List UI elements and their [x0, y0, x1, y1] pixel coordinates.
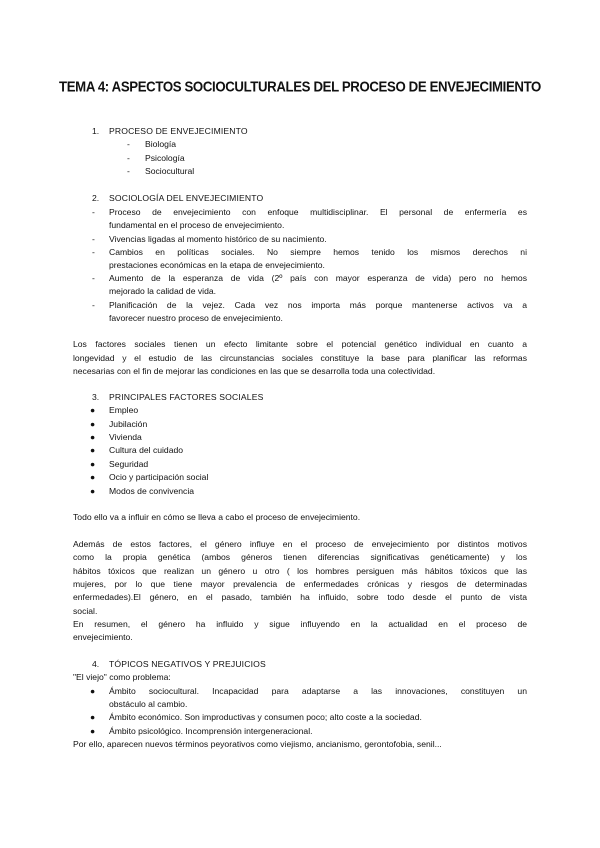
bullet-dash-icon: - — [92, 234, 95, 244]
list-item-line: Planificación de la vejez. Cada vez nos importa más porque mantenerse activos va a — [109, 300, 527, 310]
section-2-number: 2. — [92, 193, 100, 203]
paragraph-line: necesarias con el fin de mejorar las condiciones en las que se desarrolla toda una colectividad. — [73, 366, 436, 376]
list-item-line: Proceso de envejecimiento con enfoque multidisciplinar. El personal de enfermería es — [109, 207, 527, 217]
list-item: Modos de convivencia — [109, 486, 195, 496]
bullet-dash-icon: - — [92, 247, 95, 257]
paragraph-line: Todo ello va a influir en cómo se lleva a cabo el proceso de envejecimiento. — [73, 512, 361, 522]
bullet-dash-icon: - — [92, 207, 95, 217]
list-item-line: mejorado la calidad de vida. — [109, 286, 217, 296]
paragraph-line: social. — [73, 606, 98, 616]
section-2-heading: SOCIOLOGÍA DEL ENVEJECIMIENTO — [109, 193, 264, 203]
list-item: Cultura del cuidado — [109, 445, 184, 455]
list-item-line: favorecer nuestro proceso de envejecimiento. — [109, 313, 283, 323]
paragraph-line: envejecimiento. — [73, 632, 133, 642]
paragraph-line: enfermedades).El género, en el pasado, también ha influido, sobre todo desde el punto de vista — [73, 592, 527, 602]
section-4-heading: TÓPICOS NEGATIVOS Y PREJUICIOS — [109, 659, 266, 669]
list-item: Vivienda — [109, 432, 142, 442]
list-item: Seguridad — [109, 459, 149, 469]
list-item: Psicología — [145, 153, 185, 163]
bullet-dot-icon: ● — [90, 472, 96, 482]
bullet-dot-icon: ● — [90, 405, 96, 415]
bullet-dot-icon: ● — [90, 486, 96, 496]
bullet-dot-icon: ● — [90, 686, 96, 696]
list-item-line: Cambios en políticas sociales. No siempre hemos tenido los mismos derechos ni — [109, 247, 527, 257]
section-3-number: 3. — [92, 392, 100, 402]
paragraph-line: como la propia genética (ambos géneros tienen diferencias significativas genéticamente) y los — [73, 552, 527, 562]
bullet-dash-icon: - — [92, 300, 95, 310]
bullet-dot-icon: ● — [90, 712, 96, 722]
list-item: Biología — [145, 139, 177, 149]
list-item: Sociocultural — [145, 166, 195, 176]
list-item-line: Ámbito sociocultural. Incapacidad para adaptarse a las innovaciones, constituyen un — [109, 686, 527, 696]
section-1-heading: PROCESO DE ENVEJECIMIENTO — [109, 126, 248, 136]
section-1-number: 1. — [92, 126, 100, 136]
closing-line: Por ello, aparecen nuevos términos peyorativos como viejismo, ancianismo, gerontofobia, senil... — [73, 739, 442, 749]
bullet-dot-icon: ● — [90, 432, 96, 442]
bullet-dot-icon: ● — [90, 726, 96, 736]
list-item-line: Ámbito económico. Son improductivas y consumen poco; alto coste a la sociedad. — [109, 712, 422, 722]
paragraph-line: mujeres, por lo que tiene mayor prevalencia de enfermedades crónicas y riesgos de determinadas — [73, 579, 527, 589]
list-item: Ocio y participación social — [109, 472, 209, 482]
list-item-line: Aumento de la esperanza de vida (2º país con mayor esperanza de vida) pero no hemos — [109, 273, 527, 283]
bullet-dot-icon: ● — [90, 445, 96, 455]
list-item: Empleo — [109, 405, 139, 415]
paragraph-line: En resumen, el género ha influido y sigue influyendo en la actualidad en el proceso de — [73, 619, 527, 629]
section-4-number: 4. — [92, 659, 100, 669]
section-3-heading: PRINCIPALES FACTORES SOCIALES — [109, 392, 264, 402]
list-item-line: Vivencias ligadas al momento histórico de su nacimiento. — [109, 234, 327, 244]
paragraph-line: longevidad y el estudio de las circunstancias sociales constituye la base para planificar las reformas — [73, 353, 527, 363]
paragraph-line: hábitos tóxicos que realizan un género u otro ( los hombres persiguen más hábitos tóxicos que las — [73, 566, 527, 576]
page-title: TEMA 4: ASPECTOS SOCIOCULTURALES DEL PROCESO DE ENVEJECIMIENTO — [59, 78, 541, 95]
list-item-line: Ámbito psicológico. Incomprensión intergeneracional. — [109, 726, 313, 736]
list-item-line: fundamental en el proceso de envejecimiento. — [109, 220, 285, 230]
bullet-dot-icon: ● — [90, 459, 96, 469]
list-item-line: obstáculo al cambio. — [109, 699, 188, 709]
paragraph-line: Los factores sociales tienen un efecto limitante sobre el potencial genético individual en cuanto a — [73, 339, 527, 349]
bullet-dot-icon: ● — [90, 419, 96, 429]
list-item-line: prestaciones económicas en la etapa de envejecimiento. — [109, 260, 325, 270]
section-4-intro: "El viejo" como problema: — [73, 672, 171, 682]
bullet-dash-icon: - — [127, 153, 130, 163]
bullet-dash-icon: - — [92, 273, 95, 283]
bullet-dash-icon: - — [127, 139, 130, 149]
paragraph-line: Además de estos factores, el género influye en el proceso de envejecimiento por distintos motivos — [73, 539, 527, 549]
list-item: Jubilación — [109, 419, 148, 429]
bullet-dash-icon: - — [127, 166, 130, 176]
